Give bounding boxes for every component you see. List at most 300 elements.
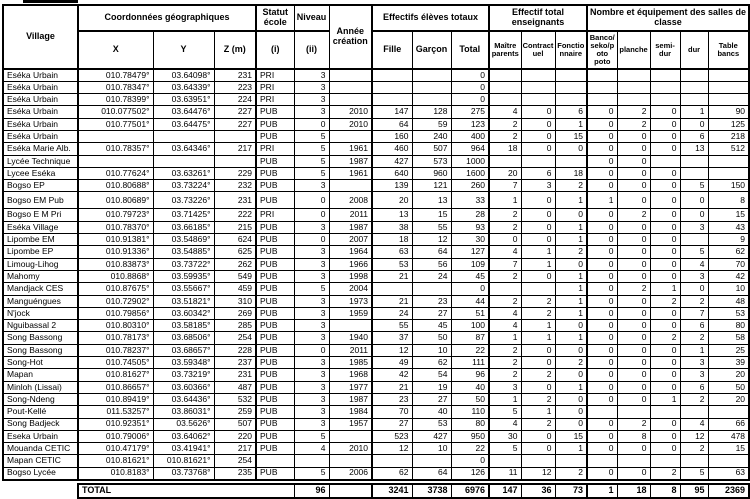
cell-table-bancs: 90 xyxy=(708,106,749,118)
cell-statut: PUB xyxy=(256,295,294,307)
cell-total: 50 xyxy=(451,393,489,405)
cell-semi-dur xyxy=(650,94,680,106)
cell-y: 03.41941° xyxy=(153,443,214,455)
cell-dur xyxy=(680,234,708,246)
cell-z xyxy=(214,155,256,167)
cell-village: Lycée Technique xyxy=(3,155,78,167)
cell-table-bancs: 62 xyxy=(708,246,749,258)
cell-maitre-parents: 2 xyxy=(489,118,521,130)
cell-planche: 0 xyxy=(617,258,650,270)
cell-fonctionnaire: 1 xyxy=(555,332,587,344)
cell-z xyxy=(214,130,256,142)
page-crop-mark xyxy=(23,0,78,3)
cell-dur: 7 xyxy=(680,307,708,319)
cell-village: Mapan CETIC xyxy=(3,455,78,467)
cell-table-bancs: 10 xyxy=(708,283,749,295)
cell-x: 010.87675° xyxy=(78,283,153,295)
cell-banco: 0 xyxy=(587,221,617,233)
cell-z: 217 xyxy=(214,143,256,155)
cell-fonctionnaire: 2 xyxy=(555,357,587,369)
cell-x xyxy=(78,130,153,142)
cell-maitre-parents: 2 xyxy=(489,357,521,369)
cell-z: 254 xyxy=(214,455,256,467)
cell-fille: 147 xyxy=(372,106,412,118)
cell-fille: 18 xyxy=(372,234,412,246)
cell-village: Eséka Village xyxy=(3,221,78,233)
cell-fille: 640 xyxy=(372,167,412,179)
cell-semi-dur: 0 xyxy=(650,106,680,118)
cell-table-bancs: 25 xyxy=(708,344,749,356)
cell-planche: 2 xyxy=(617,283,650,295)
total-table xyxy=(77,483,750,499)
cell-semi-dur: 2 xyxy=(650,295,680,307)
cell-table-bancs xyxy=(708,167,749,179)
cell-statut: PUB xyxy=(256,234,294,246)
cell-semi-dur: 0 xyxy=(650,307,680,319)
cell-contractuel: 0 xyxy=(521,209,555,221)
cell-table-bancs: 15 xyxy=(708,209,749,221)
cell-maitre-parents: 18 xyxy=(489,143,521,155)
cell-banco xyxy=(587,455,617,467)
cell-total: 123 xyxy=(451,118,489,130)
cell-contractuel: 1 xyxy=(521,332,555,344)
cell-z: 227 xyxy=(214,118,256,130)
cell-niveau: 5 xyxy=(294,155,329,167)
cell-table-bancs: 70 xyxy=(708,258,749,270)
cell-dur: 1 xyxy=(680,106,708,118)
cell-y: 03.60342° xyxy=(153,307,214,319)
cell-x: 010.78237° xyxy=(78,344,153,356)
cell-y: 03.64098° xyxy=(153,69,214,81)
cell-dur: 0 xyxy=(680,283,708,295)
cell-maitre-parents: 4 xyxy=(489,418,521,430)
cell-dur xyxy=(680,406,708,418)
cell-table-bancs xyxy=(708,94,749,106)
total-row-wrap xyxy=(77,483,748,499)
cell-planche: 0 xyxy=(617,234,650,246)
cell-garcon: 960 xyxy=(412,167,451,179)
table-row xyxy=(3,332,749,344)
cell-statut: PUB xyxy=(256,443,294,455)
cell-total: 93 xyxy=(451,221,489,233)
cell-contractuel: 0 xyxy=(521,443,555,455)
table-row xyxy=(3,130,749,142)
cell-fille: 21 xyxy=(372,381,412,393)
cell-niveau: 3 xyxy=(294,94,329,106)
cell-z: 222 xyxy=(214,209,256,221)
cell-y: 03.64339° xyxy=(153,81,214,93)
header-enseignants-group: Effectif total enseignants xyxy=(489,5,587,31)
cell-dur xyxy=(680,81,708,93)
cell-planche: 0 xyxy=(617,357,650,369)
header-effectifs-group: Effectifs élèves totaux xyxy=(372,5,489,31)
cell-garcon: 23 xyxy=(412,295,451,307)
cell-maitre-parents xyxy=(489,69,521,81)
cell-banco: 0 xyxy=(587,369,617,381)
cell-maitre-parents: 2 xyxy=(489,295,521,307)
cell-banco: 0 xyxy=(587,357,617,369)
cell-fille: 21 xyxy=(372,295,412,307)
cell-y: 03.64062° xyxy=(153,430,214,442)
cell-table-bancs: 150 xyxy=(708,180,749,192)
table-row xyxy=(3,246,749,258)
cell-annee: 1957 xyxy=(329,418,372,430)
cell-fille xyxy=(372,81,412,93)
cell-x: 010.74505° xyxy=(78,357,153,369)
cell-fonctionnaire: 6 xyxy=(555,106,587,118)
table-row xyxy=(3,221,749,233)
cell-x: 010.47179° xyxy=(78,443,153,455)
cell-semi-dur: 1 xyxy=(650,283,680,295)
cell-village: Lipombe EP xyxy=(3,246,78,258)
total-cell-dur: 95 xyxy=(680,484,708,498)
cell-statut: PUB xyxy=(256,369,294,381)
table-row xyxy=(3,155,749,167)
cell-annee: 1961 xyxy=(329,167,372,179)
cell-contractuel xyxy=(521,81,555,93)
cell-statut: PRI xyxy=(256,209,294,221)
cell-statut: PUB xyxy=(256,381,294,393)
cell-fonctionnaire xyxy=(555,155,587,167)
cell-banco: 0 xyxy=(587,209,617,221)
cell-z: 227 xyxy=(214,106,256,118)
cell-niveau: 3 xyxy=(294,418,329,430)
cell-planche: 0 xyxy=(617,307,650,319)
cell-z: 459 xyxy=(214,283,256,295)
cell-y: 03.71425° xyxy=(153,209,214,221)
cell-total: 1600 xyxy=(451,167,489,179)
cell-annee: 2004 xyxy=(329,283,372,295)
cell-village: Manguéngues xyxy=(3,295,78,307)
total-row xyxy=(78,484,749,498)
cell-maitre-parents: 20 xyxy=(489,167,521,179)
cell-y: 03.54869° xyxy=(153,234,214,246)
cell-table-bancs: 218 xyxy=(708,130,749,142)
header-banco: Banco/seko/poto poto xyxy=(587,31,617,69)
total-cell-planche: 18 xyxy=(617,484,650,498)
cell-planche: 0 xyxy=(617,180,650,192)
cell-village: Mandjack CES xyxy=(3,283,78,295)
table-body xyxy=(3,69,749,480)
cell-niveau: 3 xyxy=(294,270,329,282)
cell-contractuel: 1 xyxy=(521,246,555,258)
cell-fille: 55 xyxy=(372,320,412,332)
cell-planche: 0 xyxy=(617,192,650,209)
cell-maitre-parents: 30 xyxy=(489,430,521,442)
table-row xyxy=(3,81,749,93)
cell-fonctionnaire: 1 xyxy=(555,118,587,130)
cell-annee: 1977 xyxy=(329,381,372,393)
cell-maitre-parents xyxy=(489,81,521,93)
cell-annee: 1964 xyxy=(329,246,372,258)
cell-planche: 0 xyxy=(617,467,650,479)
cell-garcon xyxy=(412,81,451,93)
cell-fonctionnaire: 0 xyxy=(555,209,587,221)
cell-fonctionnaire: 0 xyxy=(555,418,587,430)
cell-fonctionnaire: 0 xyxy=(555,393,587,405)
cell-garcon xyxy=(412,69,451,81)
cell-fille: 27 xyxy=(372,418,412,430)
cell-semi-dur: 0 xyxy=(650,357,680,369)
cell-x: 010.79856° xyxy=(78,307,153,319)
cell-semi-dur: 2 xyxy=(650,467,680,479)
cell-dur: 2 xyxy=(680,332,708,344)
cell-garcon: 15 xyxy=(412,209,451,221)
table-row xyxy=(3,320,749,332)
cell-fonctionnaire: 1 xyxy=(555,221,587,233)
cell-y: 03.64346° xyxy=(153,143,214,155)
total-table-body xyxy=(78,484,749,498)
cell-total: 109 xyxy=(451,258,489,270)
cell-garcon: 45 xyxy=(412,320,451,332)
cell-planche: 0 xyxy=(617,221,650,233)
cell-z: 220 xyxy=(214,430,256,442)
cell-maitre-parents: 11 xyxy=(489,467,521,479)
cell-z: 507 xyxy=(214,418,256,430)
cell-maitre-parents: 2 xyxy=(489,209,521,221)
cell-semi-dur: 0 xyxy=(650,369,680,381)
cell-fille: 24 xyxy=(372,307,412,319)
header-contractuel: Contractuel xyxy=(521,31,555,69)
cell-fille: 62 xyxy=(372,467,412,479)
cell-garcon: 54 xyxy=(412,369,451,381)
cell-semi-dur: 0 xyxy=(650,246,680,258)
cell-planche: 0 xyxy=(617,369,650,381)
cell-fonctionnaire: 0 xyxy=(555,344,587,356)
table-row xyxy=(3,209,749,221)
cell-y: 03.73722° xyxy=(153,258,214,270)
cell-semi-dur xyxy=(650,81,680,93)
cell-total: 96 xyxy=(451,369,489,381)
cell-annee: 1987 xyxy=(329,393,372,405)
cell-planche: 0 xyxy=(617,143,650,155)
cell-statut: PUB xyxy=(256,155,294,167)
cell-total: 126 xyxy=(451,467,489,479)
cell-garcon: 27 xyxy=(412,393,451,405)
cell-dur: 0 xyxy=(680,209,708,221)
cell-planche: 2 xyxy=(617,118,650,130)
cell-village: Limoug-Lihog xyxy=(3,258,78,270)
cell-x: 010.78399° xyxy=(78,94,153,106)
cell-semi-dur: 0 xyxy=(650,344,680,356)
table-row xyxy=(3,455,749,467)
table-row xyxy=(3,94,749,106)
cell-semi-dur: 0 xyxy=(650,143,680,155)
cell-statut: PRI xyxy=(256,81,294,93)
cell-x: 010.80689° xyxy=(78,192,153,209)
cell-annee: 2008 xyxy=(329,192,372,209)
cell-total: 400 xyxy=(451,130,489,142)
cell-niveau: 0 xyxy=(294,118,329,130)
cell-niveau: 0 xyxy=(294,209,329,221)
cell-village: Eseka Urbain xyxy=(3,430,78,442)
cell-dur: 13 xyxy=(680,143,708,155)
cell-planche: 0 xyxy=(617,270,650,282)
cell-planche xyxy=(617,406,650,418)
cell-z: 231 xyxy=(214,192,256,209)
cell-contractuel xyxy=(521,94,555,106)
cell-niveau: 3 xyxy=(294,180,329,192)
cell-garcon: 13 xyxy=(412,192,451,209)
cell-total: 80 xyxy=(451,418,489,430)
cell-niveau: 5 xyxy=(294,143,329,155)
cell-z: 487 xyxy=(214,381,256,393)
cell-garcon: 128 xyxy=(412,106,451,118)
cell-village: Eséka Marie Alb. xyxy=(3,143,78,155)
cell-z: 232 xyxy=(214,180,256,192)
header-salles-group: Nombre et équipement des salles de classe xyxy=(587,5,749,31)
cell-semi-dur: 0 xyxy=(650,234,680,246)
cell-contractuel: 1 xyxy=(521,406,555,418)
cell-fille: 460 xyxy=(372,143,412,155)
cell-garcon: 40 xyxy=(412,406,451,418)
cell-niveau: 3 xyxy=(294,406,329,418)
cell-contractuel: 3 xyxy=(521,180,555,192)
cell-fonctionnaire xyxy=(555,94,587,106)
cell-semi-dur: 0 xyxy=(650,167,680,179)
cell-fonctionnaire xyxy=(555,81,587,93)
cell-niveau: 5 xyxy=(294,283,329,295)
total-cell-table-bancs: 2369 xyxy=(708,484,749,498)
cell-fonctionnaire: 2 xyxy=(555,246,587,258)
cell-y: 03.59935° xyxy=(153,270,214,282)
cell-y: 010.81621° xyxy=(153,455,214,467)
cell-contractuel: 1 xyxy=(521,258,555,270)
cell-y: 03.63951° xyxy=(153,94,214,106)
cell-table-bancs: 125 xyxy=(708,118,749,130)
cell-fonctionnaire: 1 xyxy=(555,192,587,209)
cell-contractuel: 2 xyxy=(521,307,555,319)
cell-planche: 0 xyxy=(617,443,650,455)
cell-maitre-parents: 4 xyxy=(489,320,521,332)
cell-fille: 37 xyxy=(372,332,412,344)
cell-garcon: 12 xyxy=(412,234,451,246)
cell-annee: 2006 xyxy=(329,467,372,479)
cell-y: 03.60366° xyxy=(153,381,214,393)
cell-fonctionnaire: 15 xyxy=(555,430,587,442)
cell-dur: 2 xyxy=(680,393,708,405)
cell-y: 03.54885° xyxy=(153,246,214,258)
cell-planche: 2 xyxy=(617,106,650,118)
cell-maitre-parents: 2 xyxy=(489,130,521,142)
header-coordinates-group: Coordonnées géographiques xyxy=(78,5,256,31)
cell-z: 231 xyxy=(214,369,256,381)
cell-planche: 0 xyxy=(617,381,650,393)
table-row xyxy=(3,307,749,319)
cell-fille xyxy=(372,94,412,106)
cell-x: 010.79006° xyxy=(78,430,153,442)
cell-semi-dur xyxy=(650,69,680,81)
cell-dur: 3 xyxy=(680,270,708,282)
cell-village: Bogso EM Pub xyxy=(3,192,78,209)
cell-village: Lipombe EM xyxy=(3,234,78,246)
header-maitre-parents: Maître parents xyxy=(489,31,521,69)
cell-banco: 0 xyxy=(587,467,617,479)
cell-garcon: 27 xyxy=(412,307,451,319)
cell-planche: 0 xyxy=(617,295,650,307)
cell-banco: 0 xyxy=(587,443,617,455)
cell-planche: 0 xyxy=(617,246,650,258)
school-data-table xyxy=(2,4,748,499)
cell-garcon xyxy=(412,455,451,467)
cell-niveau: 5 xyxy=(294,467,329,479)
cell-fille xyxy=(372,283,412,295)
cell-statut: PUB xyxy=(256,118,294,130)
table-row xyxy=(3,106,749,118)
header-fille: Fille xyxy=(372,31,412,69)
cell-banco: 0 xyxy=(587,118,617,130)
cell-z: 237 xyxy=(214,357,256,369)
total-cell-fille: 3241 xyxy=(372,484,412,498)
cell-fille: 42 xyxy=(372,369,412,381)
cell-semi-dur: 0 xyxy=(650,443,680,455)
cell-annee xyxy=(329,180,372,192)
table-row xyxy=(3,344,749,356)
cell-z: 549 xyxy=(214,270,256,282)
cell-table-bancs: 512 xyxy=(708,143,749,155)
cell-semi-dur xyxy=(650,155,680,167)
cell-banco: 0 xyxy=(587,320,617,332)
cell-fille: 20 xyxy=(372,192,412,209)
cell-annee: 2010 xyxy=(329,118,372,130)
table-row xyxy=(3,430,749,442)
cell-annee: 1998 xyxy=(329,270,372,282)
cell-village: Bogso E M Pri xyxy=(3,209,78,221)
cell-banco: 0 xyxy=(587,167,617,179)
cell-dur: 3 xyxy=(680,221,708,233)
cell-table-bancs: 66 xyxy=(708,418,749,430)
cell-semi-dur: 0 xyxy=(650,180,680,192)
cell-annee xyxy=(329,81,372,93)
cell-x xyxy=(78,155,153,167)
table-row xyxy=(3,270,749,282)
cell-garcon: 64 xyxy=(412,467,451,479)
cell-planche: 8 xyxy=(617,430,650,442)
cell-semi-dur: 0 xyxy=(650,209,680,221)
cell-y: 03.64476° xyxy=(153,106,214,118)
cell-planche: 2 xyxy=(617,209,650,221)
cell-village: Song Bassong xyxy=(3,332,78,344)
cell-garcon: 24 xyxy=(412,270,451,282)
total-cell-banco: 1 xyxy=(587,484,617,498)
cell-banco: 0 xyxy=(587,344,617,356)
cell-x: 010.78479° xyxy=(78,69,153,81)
cell-niveau: 3 xyxy=(294,69,329,81)
cell-niveau: 3 xyxy=(294,393,329,405)
cell-annee: 1973 xyxy=(329,295,372,307)
cell-total: 0 xyxy=(451,455,489,467)
cell-total: 964 xyxy=(451,143,489,155)
cell-total: 950 xyxy=(451,430,489,442)
cell-x: 010.72902° xyxy=(78,295,153,307)
cell-z: 254 xyxy=(214,332,256,344)
cell-garcon: 62 xyxy=(412,357,451,369)
cell-village: Bogso EP xyxy=(3,180,78,192)
cell-semi-dur: 2 xyxy=(650,332,680,344)
cell-garcon: 427 xyxy=(412,430,451,442)
cell-semi-dur: 0 xyxy=(650,270,680,282)
cell-dur: 5 xyxy=(680,246,708,258)
cell-planche: 0 xyxy=(617,155,650,167)
cell-fille: 139 xyxy=(372,180,412,192)
cell-z: 229 xyxy=(214,167,256,179)
cell-semi-dur xyxy=(650,406,680,418)
cell-total: 22 xyxy=(451,443,489,455)
cell-total: 33 xyxy=(451,192,489,209)
cell-x: 010.77501° xyxy=(78,118,153,130)
cell-banco: 0 xyxy=(587,155,617,167)
cell-banco: 0 xyxy=(587,130,617,142)
